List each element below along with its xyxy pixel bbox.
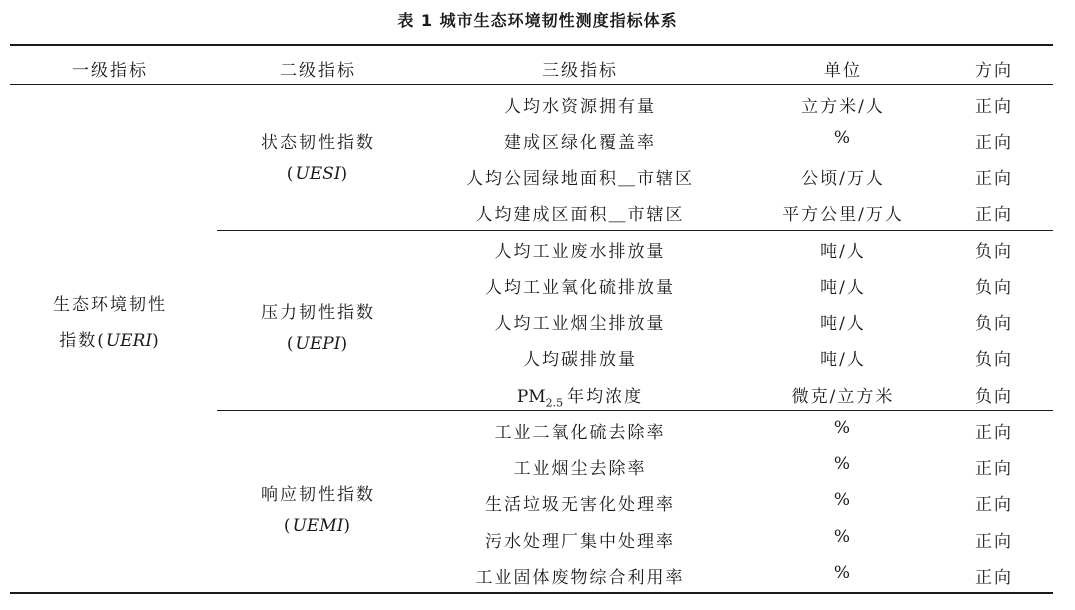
header-level3: 三级指标 — [542, 61, 618, 81]
indicator-cell: 建成区绿化覆盖率 — [504, 133, 656, 153]
unit-cell: 吨/人 — [820, 350, 866, 370]
unit-cell: 立方米/人 — [801, 97, 885, 117]
indicator-cell: 人均碳排放量 — [523, 350, 637, 370]
direction-cell: 正向 — [975, 459, 1013, 479]
level1-label-line1: 生态环境韧性 — [53, 295, 167, 315]
direction-cell: 正向 — [975, 205, 1013, 225]
indicator-cell: 工业固体废物综合利用率 — [475, 568, 685, 588]
direction-cell: 负向 — [975, 242, 1013, 262]
indicator-cell: 人均工业氧化硫排放量 — [485, 278, 675, 298]
group-rule-2 — [217, 410, 1053, 411]
direction-cell: 负向 — [975, 278, 1013, 298]
direction-cell: 负向 — [975, 387, 1013, 407]
direction-cell: 正向 — [975, 568, 1013, 588]
indicator-cell: $PM_{2.5}$ 年均浓度 — [516, 387, 644, 410]
indicator-cell: 生活垃圾无害化处理率 — [485, 495, 675, 515]
unit-cell: 吨/人 — [820, 242, 866, 262]
direction-cell: 负向 — [975, 314, 1013, 334]
indicator-cell: 人均水资源拥有量 — [504, 97, 656, 117]
direction-cell: 正向 — [975, 169, 1013, 189]
indicator-cell: 人均工业废水排放量 — [494, 242, 666, 262]
direction-cell: 负向 — [975, 350, 1013, 370]
unit-cell: 公顷/万人 — [801, 169, 885, 189]
group-2-name: 压力韧性指数 — [261, 303, 375, 323]
group-1-name: 状态韧性指数 — [261, 133, 375, 153]
indicator-cell: 人均建成区面积＿市辖区 — [475, 205, 685, 225]
group-1-code: (UESI) — [286, 164, 350, 184]
top-rule — [10, 44, 1053, 46]
indicator-cell: 人均公园绿地面积＿市辖区 — [466, 169, 694, 189]
unit-cell: 吨/人 — [820, 314, 866, 334]
direction-cell: 正向 — [975, 423, 1013, 443]
group-rule-1 — [217, 230, 1053, 231]
header-level1: 一级指标 — [72, 61, 148, 81]
unit-cell: % — [833, 563, 853, 583]
header-level2: 二级指标 — [280, 61, 356, 81]
direction-cell: 正向 — [975, 495, 1013, 515]
direction-cell: 正向 — [975, 133, 1013, 153]
header-unit: 单位 — [824, 61, 862, 81]
direction-cell: 正向 — [975, 97, 1013, 117]
table-title: 表 1 城市生态环境韧性测度指标体系 — [397, 11, 678, 30]
indicator-cell: 工业二氧化硫去除率 — [494, 423, 666, 443]
unit-cell: % — [833, 418, 853, 438]
group-2-code: (UEPI) — [286, 334, 350, 354]
unit-cell: % — [833, 490, 853, 510]
group-3-name: 响应韧性指数 — [261, 485, 375, 505]
level1-label-line2: 指数(UERI) — [59, 331, 161, 351]
unit-cell: % — [833, 454, 853, 474]
header-rule — [10, 84, 1053, 85]
unit-cell: % — [833, 527, 853, 547]
indicator-cell: 工业烟尘去除率 — [513, 459, 647, 479]
indicator-cell: 人均工业烟尘排放量 — [494, 314, 666, 334]
direction-cell: 正向 — [975, 532, 1013, 552]
unit-cell: % — [833, 128, 853, 148]
unit-cell: 吨/人 — [820, 278, 866, 298]
level1-code: UERI — [105, 331, 153, 351]
bottom-rule — [10, 592, 1053, 594]
header-direction: 方向 — [975, 61, 1013, 81]
group-3-code: (UEMI) — [283, 516, 353, 536]
indicator-cell: 污水处理厂集中处理率 — [485, 532, 675, 552]
unit-cell: 微克/立方米 — [791, 387, 895, 407]
unit-cell: 平方公里/万人 — [782, 205, 904, 225]
